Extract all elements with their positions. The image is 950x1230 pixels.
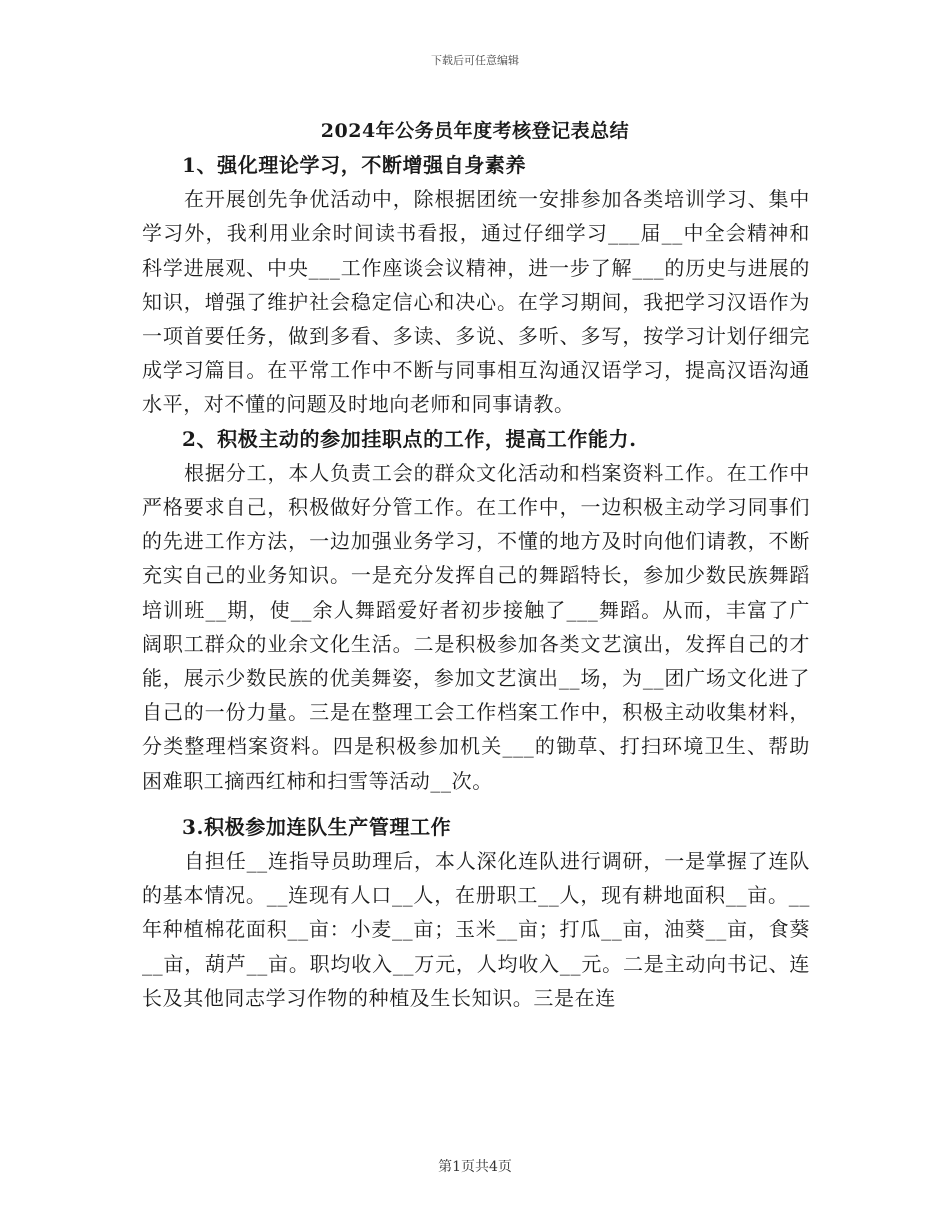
section-heading-2: 2、积极主动的参加挂职点的工作，提高工作能力. [182, 426, 637, 451]
document-title: 2024年公务员年度考核登记表总结 [320, 120, 630, 142]
page-footer: 第1页共4页 [438, 1159, 512, 1175]
section-heading-3: 3.积极参加连队生产管理工作 [182, 814, 452, 839]
section-paragraph-2: 根据分工，本人负责工会的群众文化活动和档案资料工作。在工作中严格要求自己，积极做好分管工作。在工作中，一边积极主动学习同事们的先进工作方法，一边加强业务学习，不懂的地方及时向他们请教，不断充实自己的业务知识。一是充分发挥自己的舞蹈特长，参加少数民族舞蹈培训班__期，使__余人舞蹈爱好者初步接触了___舞蹈。从而，丰富了广阔职工群众的业余文化生活。二是积极参加各类文艺演出，发挥自己的才能，展示少数民族的优美舞姿，参加文艺演出__场，为__团广场文化进了自己的一份力量。三是在整理工会工作档案工作中，积极主动收集材料，分类整理档案资料。四是积极参加机关___的锄草、打扫环境卫生、帮助困难职工摘西红柿和扫雪等活动__次。 [142, 460, 810, 793]
document-body [142, 148, 810, 1015]
header-note: 下载后可任意编辑 [431, 54, 519, 67]
section-paragraph-3: 自担任__连指导员助理后，本人深化连队进行调研，一是掌握了连队的基本情况。__连现有人口__人，在册职工__人，现有耕地面积__亩。__年种植棉花面积__亩：小麦__亩；玉米__亩；打瓜__亩，油葵__亩，食葵__亩，葫芦__亩。职均收入__万元，人均收入__元。二是主动向书记、连长及其他同志学习作物的种植及生长知识。三是在连 [142, 849, 810, 1010]
section-paragraph-1: 在开展创先争优活动中，除根据团统一安排参加各类培训学习、集中学习外，我利用业余时间读书看报，通过仔细学习___届__中全会精神和科学进展观、中央___工作座谈会议精神，进一步了解___的历史与进展的知识，增强了维护社会稳定信心和决心。在学习期间，我把学习汉语作为一项首要任务，做到多看、多读、多说、多听、多写，按学习计划仔细完成学习篇目。在平常工作中不断与同事相互沟通汉语学习，提高汉语沟通水平，对不懂的问题及时地向老师和同事请教。 [142, 187, 810, 417]
section-heading-1: 1、强化理论学习，不断增强自身素养 [182, 153, 527, 177]
